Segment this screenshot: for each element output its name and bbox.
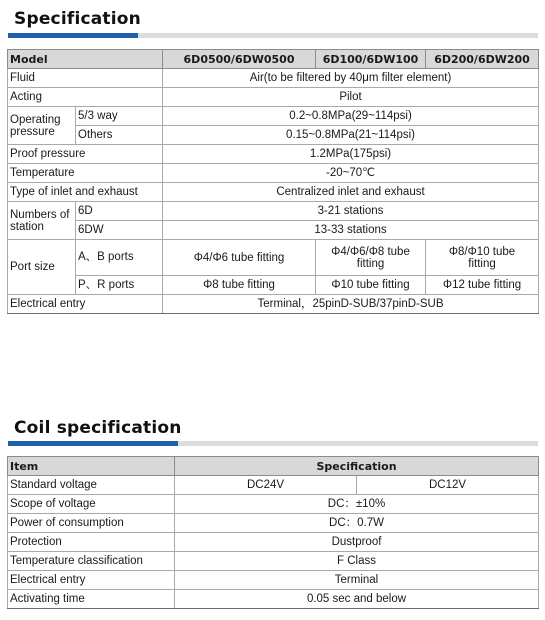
spec-title-bar bbox=[8, 33, 538, 38]
spec-header-model-3: 6D200/6DW200 bbox=[426, 50, 539, 69]
coil-header-item: Item bbox=[8, 457, 175, 476]
coil-row-standard-voltage bbox=[8, 476, 539, 495]
spec-value: -20~70℃ bbox=[163, 164, 539, 183]
spec-value: 3-21 stations bbox=[163, 202, 539, 221]
spec-header-model-1: 6D0500/6DW0500 bbox=[163, 50, 316, 69]
spec-sublabel: P、R ports bbox=[76, 276, 163, 295]
spec-row-inlet-exhaust bbox=[8, 183, 539, 202]
coil-row-power bbox=[8, 514, 539, 533]
coil-title: Coil specification bbox=[14, 418, 182, 438]
spec-sublabel: A、B ports bbox=[76, 240, 163, 276]
coil-row-protection bbox=[8, 533, 539, 552]
spec-row-stations-1 bbox=[8, 202, 539, 221]
spec-value: 0.15~0.8MPa(21~114psi) bbox=[163, 126, 539, 145]
coil-header-row bbox=[8, 457, 539, 476]
coil-value: DC：±10% bbox=[175, 495, 539, 514]
coil-value: Terminal bbox=[175, 571, 539, 590]
spec-label: Operating pressure bbox=[8, 107, 76, 145]
spec-row-stations-2 bbox=[8, 221, 539, 240]
coil-value: Dustproof bbox=[175, 533, 539, 552]
spec-value: Centralized inlet and exhaust bbox=[163, 183, 539, 202]
spec-value: Pilot bbox=[163, 88, 539, 107]
coil-value: 0.05 sec and below bbox=[175, 590, 539, 609]
spec-label: Numbers of station bbox=[8, 202, 76, 240]
spec-value: Terminal，25pinD-SUB/37pinD-SUB bbox=[163, 295, 539, 314]
spec-row-port-size-ab bbox=[8, 240, 539, 276]
spec-value: Φ12 tube fitting bbox=[426, 276, 539, 295]
coil-value: DC：0.7W bbox=[175, 514, 539, 533]
spec-value: Φ4/Φ6 tube fitting bbox=[163, 240, 316, 276]
spec-table bbox=[7, 49, 539, 314]
coil-table bbox=[7, 456, 539, 609]
spec-label: Type of inlet and exhaust bbox=[8, 183, 163, 202]
spec-sublabel: 6DW bbox=[76, 221, 163, 240]
coil-title-bar bbox=[8, 441, 538, 446]
spec-row-electrical-entry bbox=[8, 295, 539, 314]
spec-row-operating-pressure-1 bbox=[8, 107, 539, 126]
coil-title-accent bbox=[8, 441, 178, 446]
spec-sublabel: 5/3 way bbox=[76, 107, 163, 126]
spec-label: Electrical entry bbox=[8, 295, 163, 314]
coil-label: Scope of voltage bbox=[8, 495, 175, 514]
spec-row-port-size-pr bbox=[8, 276, 539, 295]
spec-row-proof-pressure bbox=[8, 145, 539, 164]
coil-label: Activating time bbox=[8, 590, 175, 609]
spec-header-model: Model bbox=[8, 50, 163, 69]
coil-value: F Class bbox=[175, 552, 539, 571]
spec-value: 13-33 stations bbox=[163, 221, 539, 240]
spec-sublabel: Others bbox=[76, 126, 163, 145]
spec-label: Port size bbox=[8, 240, 76, 295]
spec-label: Proof pressure bbox=[8, 145, 163, 164]
coil-label: Power of consumption bbox=[8, 514, 175, 533]
spec-value: Φ4/Φ6/Φ8 tube fitting bbox=[316, 240, 426, 276]
coil-row-activating-time bbox=[8, 590, 539, 609]
spec-row-operating-pressure-2 bbox=[8, 126, 539, 145]
spec-label: Acting bbox=[8, 88, 163, 107]
spec-title: Specification bbox=[14, 9, 141, 29]
spec-value: Air(to be filtered by 40μm filter element) bbox=[163, 69, 539, 88]
spec-value: Φ10 tube fitting bbox=[316, 276, 426, 295]
coil-header-spec: Specification bbox=[175, 457, 539, 476]
spec-row-acting bbox=[8, 88, 539, 107]
coil-label: Standard voltage bbox=[8, 476, 175, 495]
coil-row-electrical-entry bbox=[8, 571, 539, 590]
spec-header-model-2: 6D100/6DW100 bbox=[316, 50, 426, 69]
coil-row-scope-voltage bbox=[8, 495, 539, 514]
coil-value: DC24V bbox=[175, 476, 357, 495]
coil-value: DC12V bbox=[357, 476, 539, 495]
coil-label: Temperature classification bbox=[8, 552, 175, 571]
coil-label: Electrical entry bbox=[8, 571, 175, 590]
coil-label: Protection bbox=[8, 533, 175, 552]
spec-row-temperature bbox=[8, 164, 539, 183]
spec-title-accent bbox=[8, 33, 138, 38]
spec-sublabel: 6D bbox=[76, 202, 163, 221]
coil-row-temperature-class bbox=[8, 552, 539, 571]
spec-row-fluid bbox=[8, 69, 539, 88]
spec-value: Φ8 tube fitting bbox=[163, 276, 316, 295]
spec-header-row bbox=[8, 50, 539, 69]
spec-value: 0.2~0.8MPa(29~114psi) bbox=[163, 107, 539, 126]
spec-label: Fluid bbox=[8, 69, 163, 88]
spec-value: 1.2MPa(175psi) bbox=[163, 145, 539, 164]
spec-label: Temperature bbox=[8, 164, 163, 183]
spec-value: Φ8/Φ10 tube fitting bbox=[426, 240, 539, 276]
